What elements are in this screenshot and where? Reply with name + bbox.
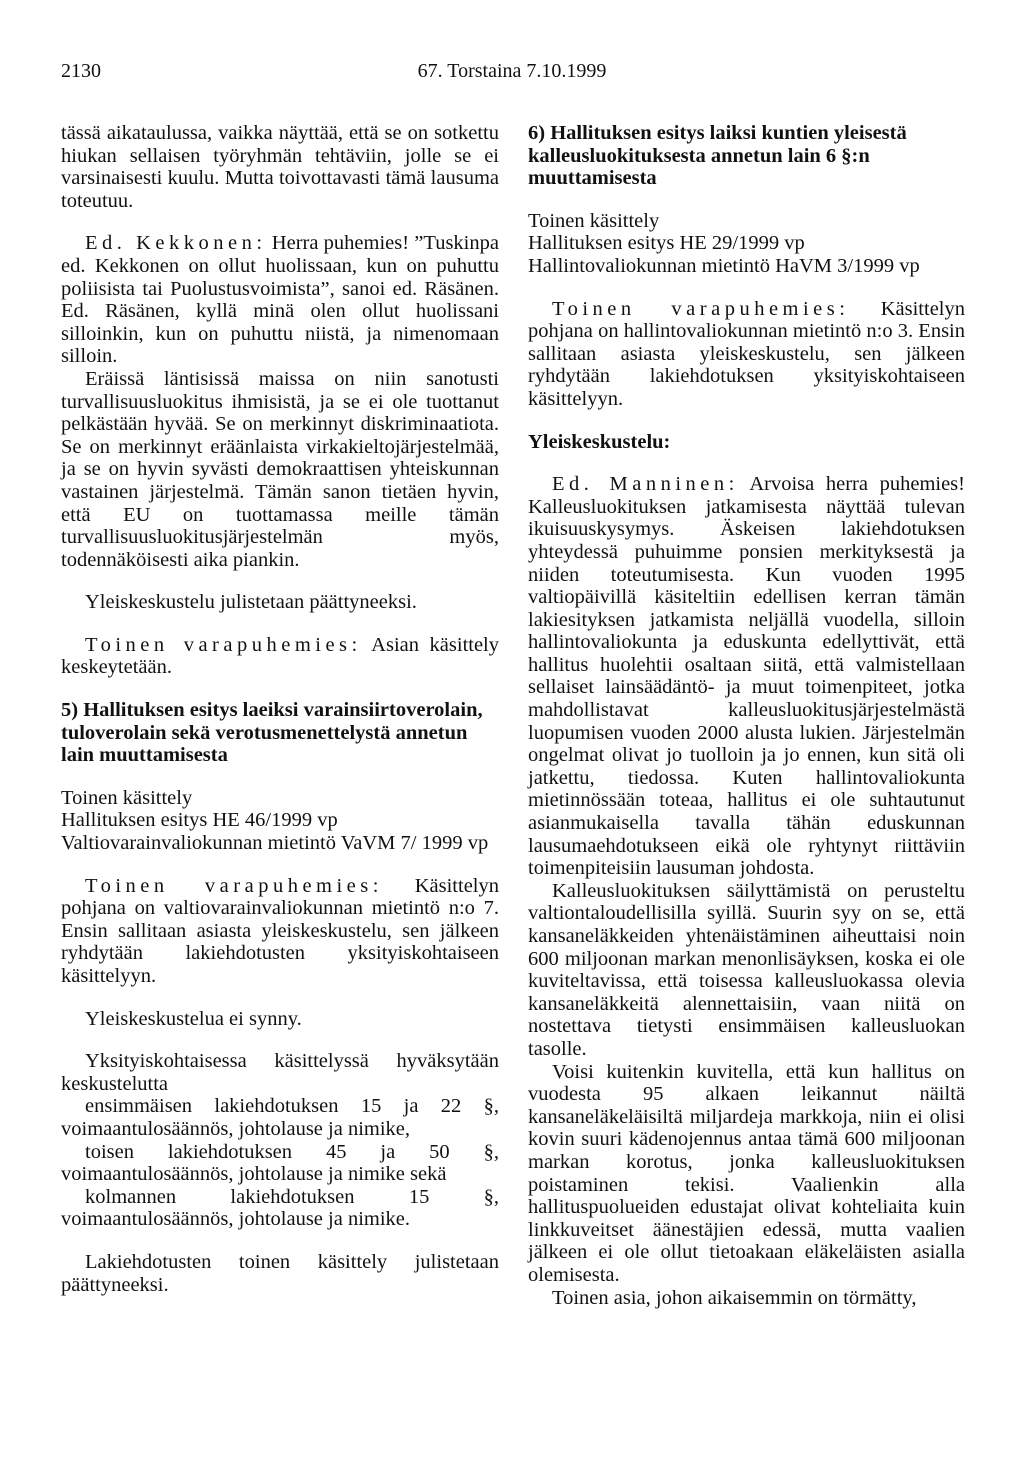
meta-line: Valtiovarainvaliokunnan mietintö VaVM 7/ 1999 vp — [61, 832, 489, 855]
page-header — [61, 60, 963, 86]
paragraph: Kalleusluokituksen säilyttämistä on perusteltu valtiontaloudellisilla syillä. Suurin syy on se, että kansaneläkkeiden yhtenäistäminen aiheuttaisi noin 600 miljoonan markan menonlisäyksen, koska ei ole kuviteltavissa, että toisessa kalleusluokassa olevia kansaneläkkeitä alennettaisiin, vaan niitä on nostettava tietysti ensimmäisen kalleusluokan tasolle. — [528, 879, 965, 1060]
left-column — [61, 122, 499, 1296]
speech-text: Herra puhemies! ”Tuskinpa ed. Kekkonen on ollut huolissaan, kun on puhuttu poliisista tai Puolustusvoimista”, sanoi ed. Räsänen. Ed. Räsänen, kyllä minä olen ollut huolissani silloinkin, kun on puhuttu niistä, ja nimenomaan silloin. — [61, 232, 499, 368]
item-heading-6: 6) Hallituksen esitys laiksi kuntien yleisestä kalleusluokituksesta annetun lain 6 §:n muuttamisesta — [528, 122, 907, 190]
paragraph: Yksityiskohtaisessa käsittelyssä hyväksytään keskustelutta — [61, 1050, 499, 1095]
speech-kekkonen — [61, 232, 499, 368]
meta-line: Hallituksen esitys HE 29/1999 vp — [528, 232, 805, 255]
speaker-name: Toinen varapuhemies: — [85, 633, 362, 656]
list-item: ensimmäisen lakiehdotuksen 15 ja 22 §, voimaantulosäännös, johtolause ja nimike, — [61, 1095, 499, 1140]
item-heading-5: 5) Hallituksen esitys laeiksi varainsiirtoverolain, tuloverolain sekä verotusmenettelystä annetun lain muuttamisesta — [61, 699, 483, 767]
speaker-name: Ed. Manninen: — [552, 473, 739, 496]
subheading: Yleiskeskustelu: — [528, 430, 671, 453]
meta-line: Hallintovaliokunnan mietintö HaVM 3/1999 vp — [528, 254, 920, 277]
speech-chair — [528, 298, 965, 411]
speech-text: Asian käsittely keskeytetään. — [61, 633, 500, 679]
paragraph: Voisi kuitenkin kuvitella, että kun hallitus on vuodesta 95 alkaen leikannut näiltä kansaneläkeläisiltä miljardeja markkoja, niin ei olisi kovin suuri kädenojennus antaa tämä 600 miljoonan markan korotus, jonka kalleusluokituksen poistaminen tekisi. Vaalienkin alla hallituspuolueiden edustajat olivat kohteliaita kuin linkkuveitset äänestäjien edessä, mutta vaalien jälkeen ei ole ollut tietoakaan eläkeläisten asialla olemisesta. — [528, 1060, 965, 1286]
paragraph: Toinen asia, johon aikaisemmin on törmätty, — [552, 1286, 917, 1309]
speech-text: Käsittelyn pohjana on hallintovaliokunnan mietintö n:o 3. Ensin sallitaan asiasta yleiskeskustelu, sen jälkeen ryhdytään lakiehdotuksen yksityiskohtaiseen käsittelyyn. — [528, 297, 965, 410]
speech-text: Käsittelyn pohjana on valtiovarainvaliokunnan mietintö n:o 7. Ensin sallitaan asiasta yleiskeskustelu, sen jälkeen ryhdytään lakiehdotusten yksityiskohtaiseen käsittelyyn. — [61, 874, 499, 987]
running-head: 67. Torstaina 7.10.1999 — [417, 60, 607, 82]
speech-chair — [61, 875, 499, 988]
paragraph: Yleiskeskustelu julistetaan päättyneeksi. — [85, 591, 417, 614]
paragraph: Yleiskeskustelua ei synny. — [85, 1007, 302, 1030]
paragraph: Eräissä läntisissä maissa on niin sanotusti turvallisuusluokitus ihmisistä, ja se ei ole tuottanut pelkästään hyvää. Se on merkinnyt diskriminaatiota. Se on merkinnyt eräänlaista virkakieltojärjestelmää, ja se on hyvin syvästi demokraattisen yhteiskunnan vastainen järjestelmä. Tämän sanon tietäen hyvin, että EU on tuottamassa meille tämän turvallisuusluokitusjärjestelmän myös, todennäköisesti aika piankin. — [61, 367, 499, 571]
item-meta — [528, 210, 965, 278]
page-number: 2130 — [61, 60, 101, 82]
speech-chair — [61, 634, 499, 679]
speaker-name: Ed. Kekkonen: — [85, 232, 267, 255]
speaker-name: Toinen varapuhemies: — [552, 297, 850, 320]
speech-manninen — [528, 473, 965, 880]
list-item: kolmannen lakiehdotuksen 15 §, voimaantulosäännös, johtolause ja nimike. — [61, 1185, 499, 1231]
list-item: toisen lakiehdotuksen 45 ja 50 §, voimaantulosäännös, johtolause ja nimike sekä — [61, 1140, 499, 1186]
meta-line: Toinen käsittely — [61, 786, 193, 809]
item-meta — [61, 787, 499, 855]
right-column — [528, 122, 965, 1309]
paragraph: tässä aikataulussa, vaikka näyttää, että se on sotkettu hiukan sellaisen työryhmän tehtäviin, jolle se ei varsinaisesti kuulu. Mutta toivottavasti tämä lausuma toteutuu. — [61, 122, 499, 212]
meta-line: Toinen käsittely — [528, 209, 660, 232]
paragraph: Lakiehdotusten toinen käsittely julistetaan päättyneeksi. — [61, 1250, 499, 1296]
speech-text: Arvoisa herra puhemies! Kalleusluokituksen jatkamisesta näyttää tulevan ikuisuuskysymys. Äskeisen lakiehdotuksen yhteydessä puhuimme ponsien merkityksestä ja niiden toteutumisesta. Kun vuoden 1995 valtiopäivillä käsiteltiin edellisen kerran tämän lakiesityksen jatkamista neljällä vuodella, silloin hallintovaliokunta ja eduskunta edellyttivät, että hallitus huolehtii osaltaan siitä, että valmistellaan sellaiset lainsäädäntö- ja muut toimenpiteet, jotka mahdollistavat kalleusluokitusjärjestelmästä luopumisen vuoden 2000 alusta lukien. Järjestelmän ongelmat olivat jo tuolloin ja jo ennen, kun sitä oli jatkettu, tiedossa. Kuten hallintovaliokunta mietinnössään toteaa, hallitus ei ole suhtautunut asianmukaisella tavalla tähän eduskunnan lausumaehdotukseen eikä ole ryhtynyt riittäviin toimenpiteisiin lausuman johdosta. — [528, 473, 965, 880]
speaker-name: Toinen varapuhemies: — [85, 874, 383, 897]
meta-line: Hallituksen esitys HE 46/1999 vp — [61, 809, 338, 832]
